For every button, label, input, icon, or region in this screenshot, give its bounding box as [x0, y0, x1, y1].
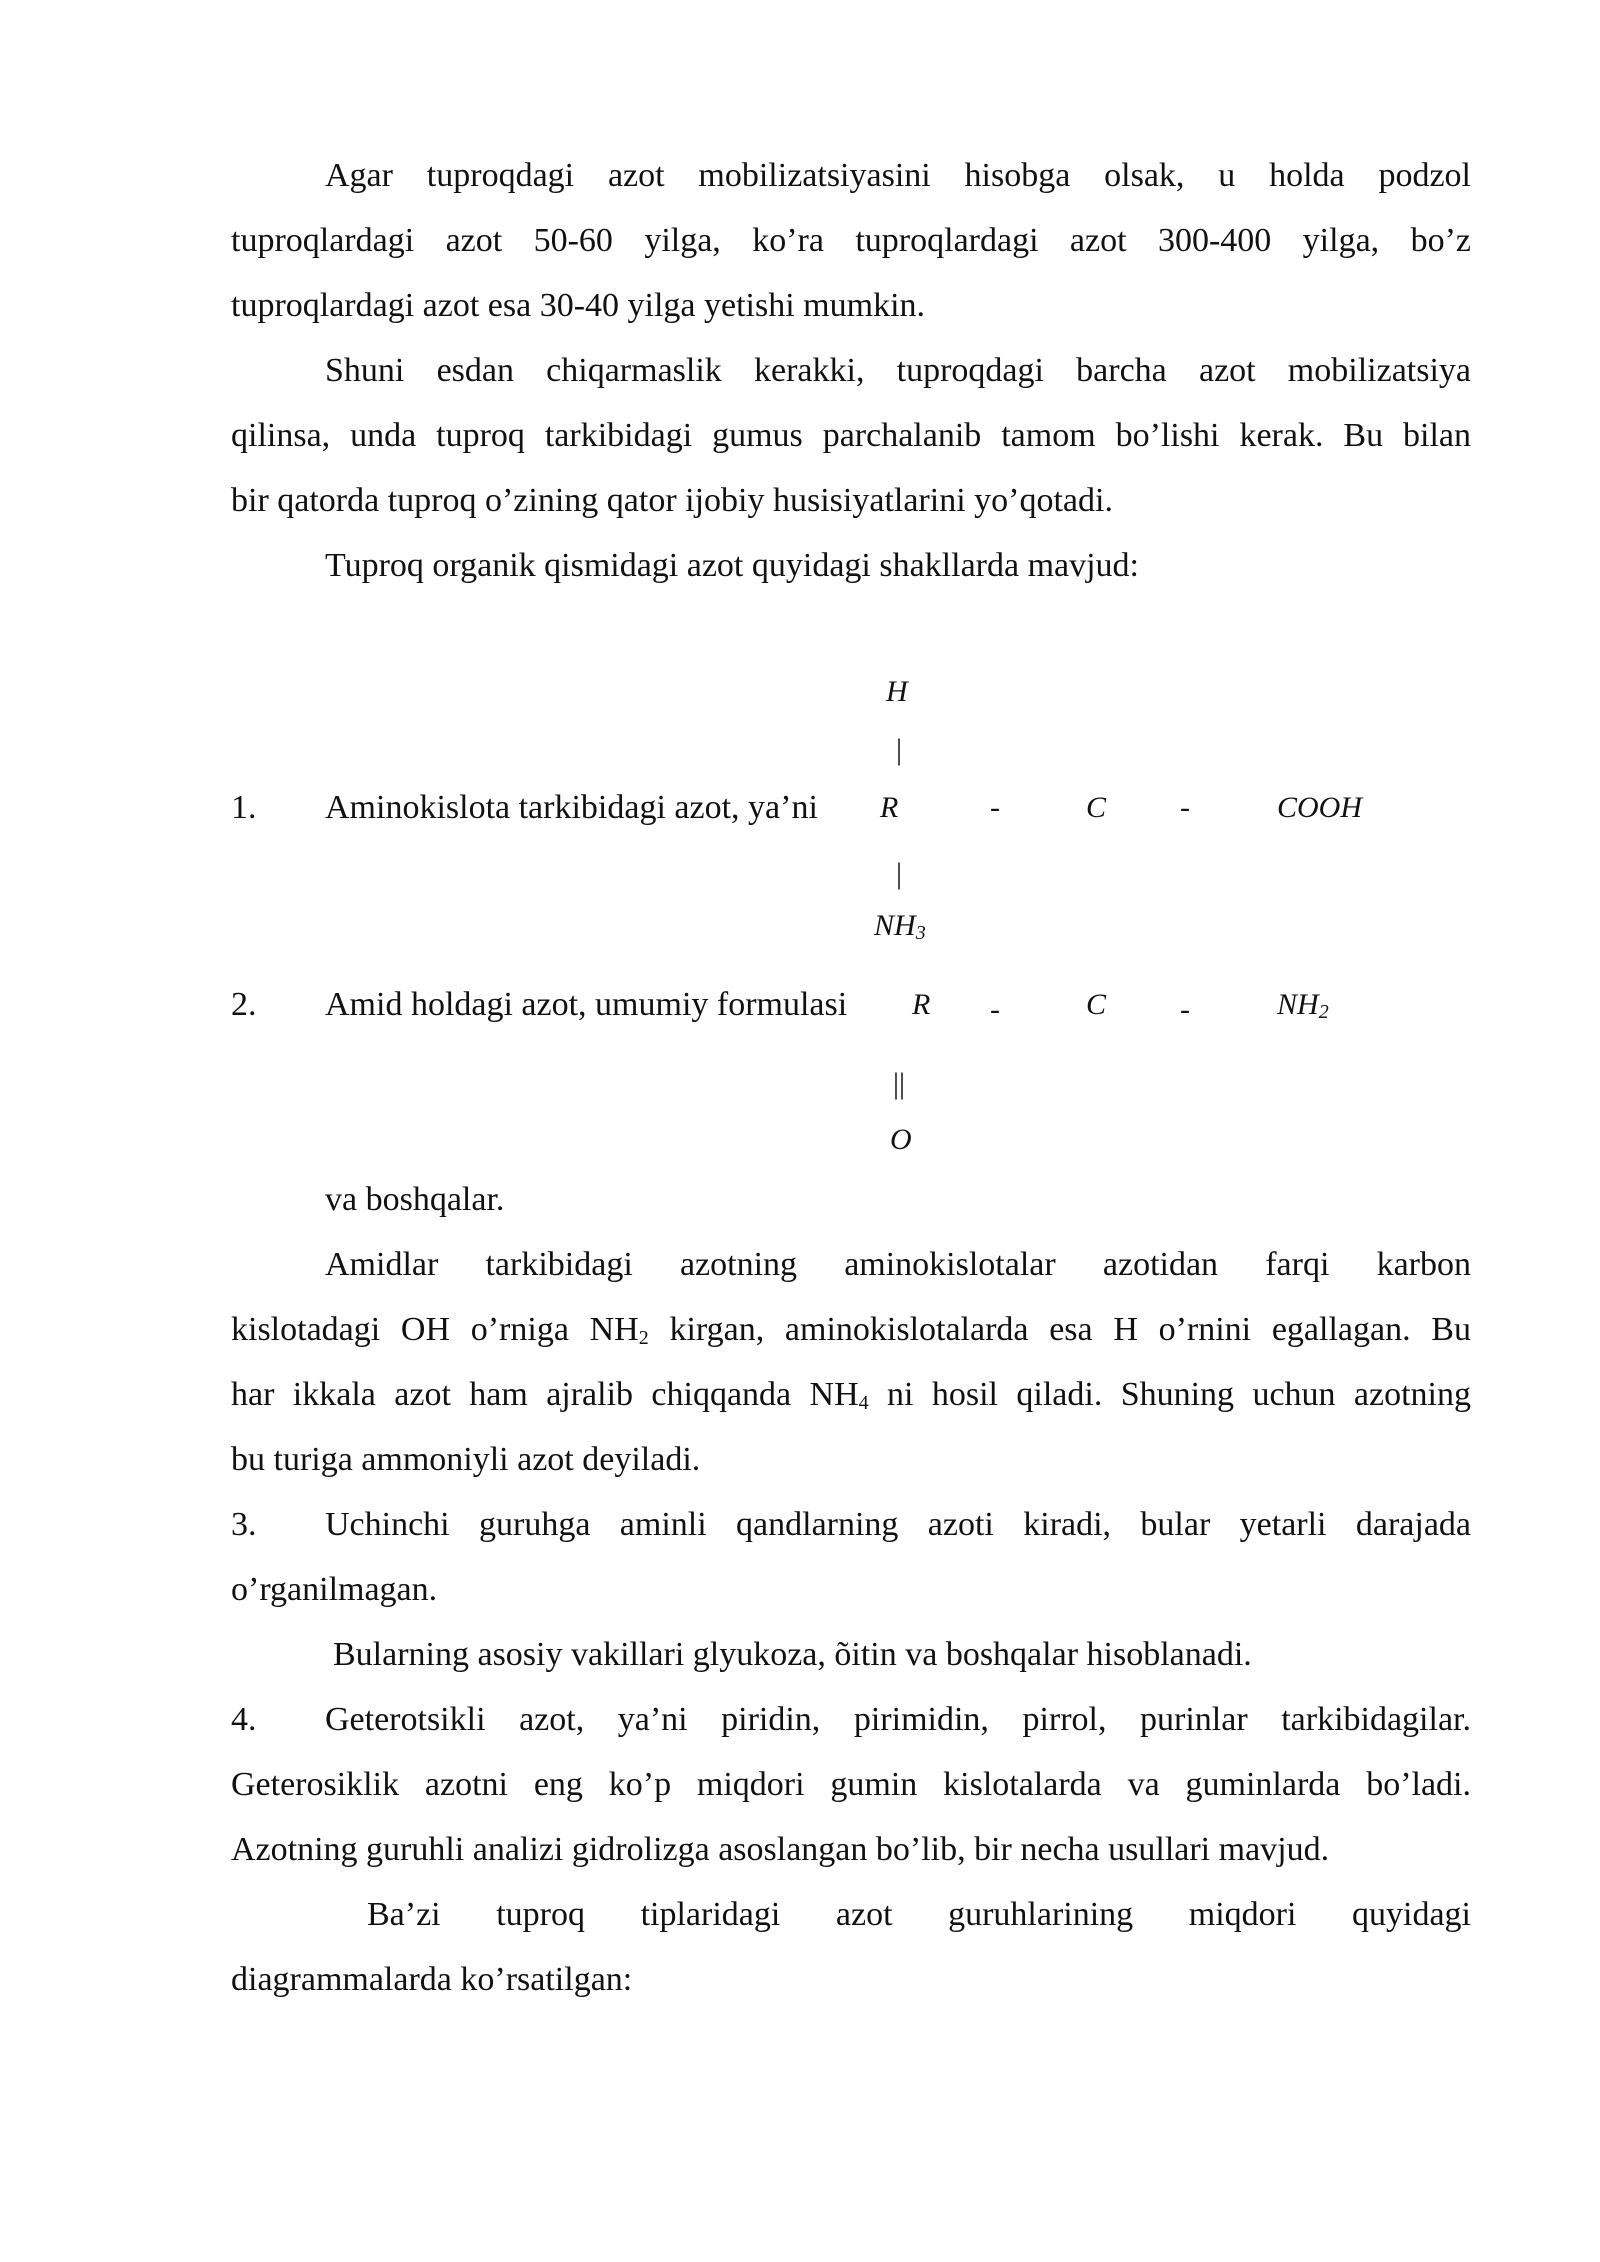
paragraph-4-line-1: va boshqalar.: [325, 1181, 505, 1218]
paragraph-1-line-3: tuproqlardagi azot esa 30-40 yilga yetishi mumkin.: [231, 287, 926, 324]
formula-2-dash-1: -: [990, 993, 1000, 1026]
paragraph-7-line-1: Ba’zi tuproq tiplaridagi azot guruhlarining miqdori quyidagi: [367, 1896, 1471, 1933]
paragraph-2-line-1: Shuni esdan chiqarmaslik kerakki, tuproqdagi barcha azot mobilizatsiya: [325, 352, 1471, 389]
paragraph-5-line-2: kislotadagi OH o’rniga $NH_2$ kirgan, aminokislotalarda esa H o’rnini egallagan. Bu: [231, 1311, 1471, 1349]
item-3-line-2: o’rganilmagan.: [231, 1571, 438, 1608]
formula-1-top-h: H: [886, 675, 908, 708]
formula-2-oxygen: O: [890, 1123, 912, 1156]
item-4-line-2: Geterosiklik azotni eng ko’p miqdori gumin kislotalarda va guminlarda bo’ladi.: [231, 1766, 1471, 1803]
item-4-number: 4.: [231, 1701, 257, 1738]
paragraph-2-line-3: bir qatorda tuproq o’zining qator ijobiy husisiyatlarini yo’qotadi.: [231, 482, 1113, 519]
formula-1-bond-top: |: [896, 733, 903, 766]
paragraph-2-line-2: qilinsa, unda tuproq tarkibidagi gumus parchalanib tamom bo’lishi kerak. Bu bilan: [231, 417, 1471, 454]
formula-2-double-bond: ||: [893, 1067, 906, 1100]
formula-1-number: 1.: [231, 789, 257, 826]
paragraph-3-line-1: Tuproq organik qismidagi azot quyidagi shakllarda mavjud:: [325, 547, 1140, 584]
paragraph-5-line-3: har ikkala azot ham ajralib chiqqanda $NH_4$ ni hosil qiladi. Shuning uchun azotning: [231, 1376, 1471, 1414]
item-3-line-1: Uchinchi guruhga aminli qandlarning azoti kiradi, bular yetarli darajada: [325, 1506, 1471, 1543]
formula-1-dash-1: -: [990, 791, 1000, 824]
formula-1-bond-bottom: |: [896, 857, 903, 890]
paragraph-1-line-1: Agar tuproqdagi azot mobilizatsiyasini hisobga olsak, u holda podzol: [325, 157, 1471, 194]
formula-2-number: 2.: [231, 986, 257, 1023]
formula-2-r: R: [912, 988, 931, 1021]
paragraph-6-line-1: Bularning asosiy vakillari glyukoza, õitin va boshqalar hisoblanadi.: [333, 1636, 1252, 1673]
formula-1-carbon: C: [1086, 791, 1107, 824]
item-4-line-3: Azotning guruhli analizi gidrolizga asoslangan bo’lib, bir necha usullari mavjud.: [231, 1831, 1330, 1868]
paragraph-7-line-2: diagrammalarda ko’rsatilgan:: [231, 1961, 633, 1998]
formula-1-cooh: COOH: [1277, 791, 1363, 824]
paragraph-1-line-2: tuproqlardagi azot 50-60 yilga, ko’ra tuproqlardagi azot 300-400 yilga, bo’z: [231, 222, 1471, 259]
formula-1-r: R: [880, 791, 899, 824]
formula-2-nh2: $NH_2$: [1277, 988, 1329, 1023]
formula-2-dash-2: -: [1180, 993, 1190, 1026]
paragraph-5-line-4: bu turiga ammoniyli azot deyiladi.: [231, 1441, 701, 1478]
item-4-line-1: Geterotsikli azot, ya’ni piridin, pirimidin, pirrol, purinlar tarkibidagilar.: [325, 1701, 1471, 1738]
formula-2-label: Amid holdagi azot, umumiy formulasi: [325, 986, 848, 1023]
item-3-number: 3.: [231, 1506, 257, 1543]
formula-1-dash-2: -: [1180, 791, 1190, 824]
formula-1-nh3: $NH_3$: [874, 909, 926, 944]
paragraph-5-line-1: Amidlar tarkibidagi azotning aminokislotalar azotidan farqi karbon: [325, 1246, 1471, 1283]
formula-1-label: Aminokislota tarkibidagi azot, ya’ni: [325, 789, 818, 826]
formula-2-carbon: C: [1086, 988, 1107, 1021]
